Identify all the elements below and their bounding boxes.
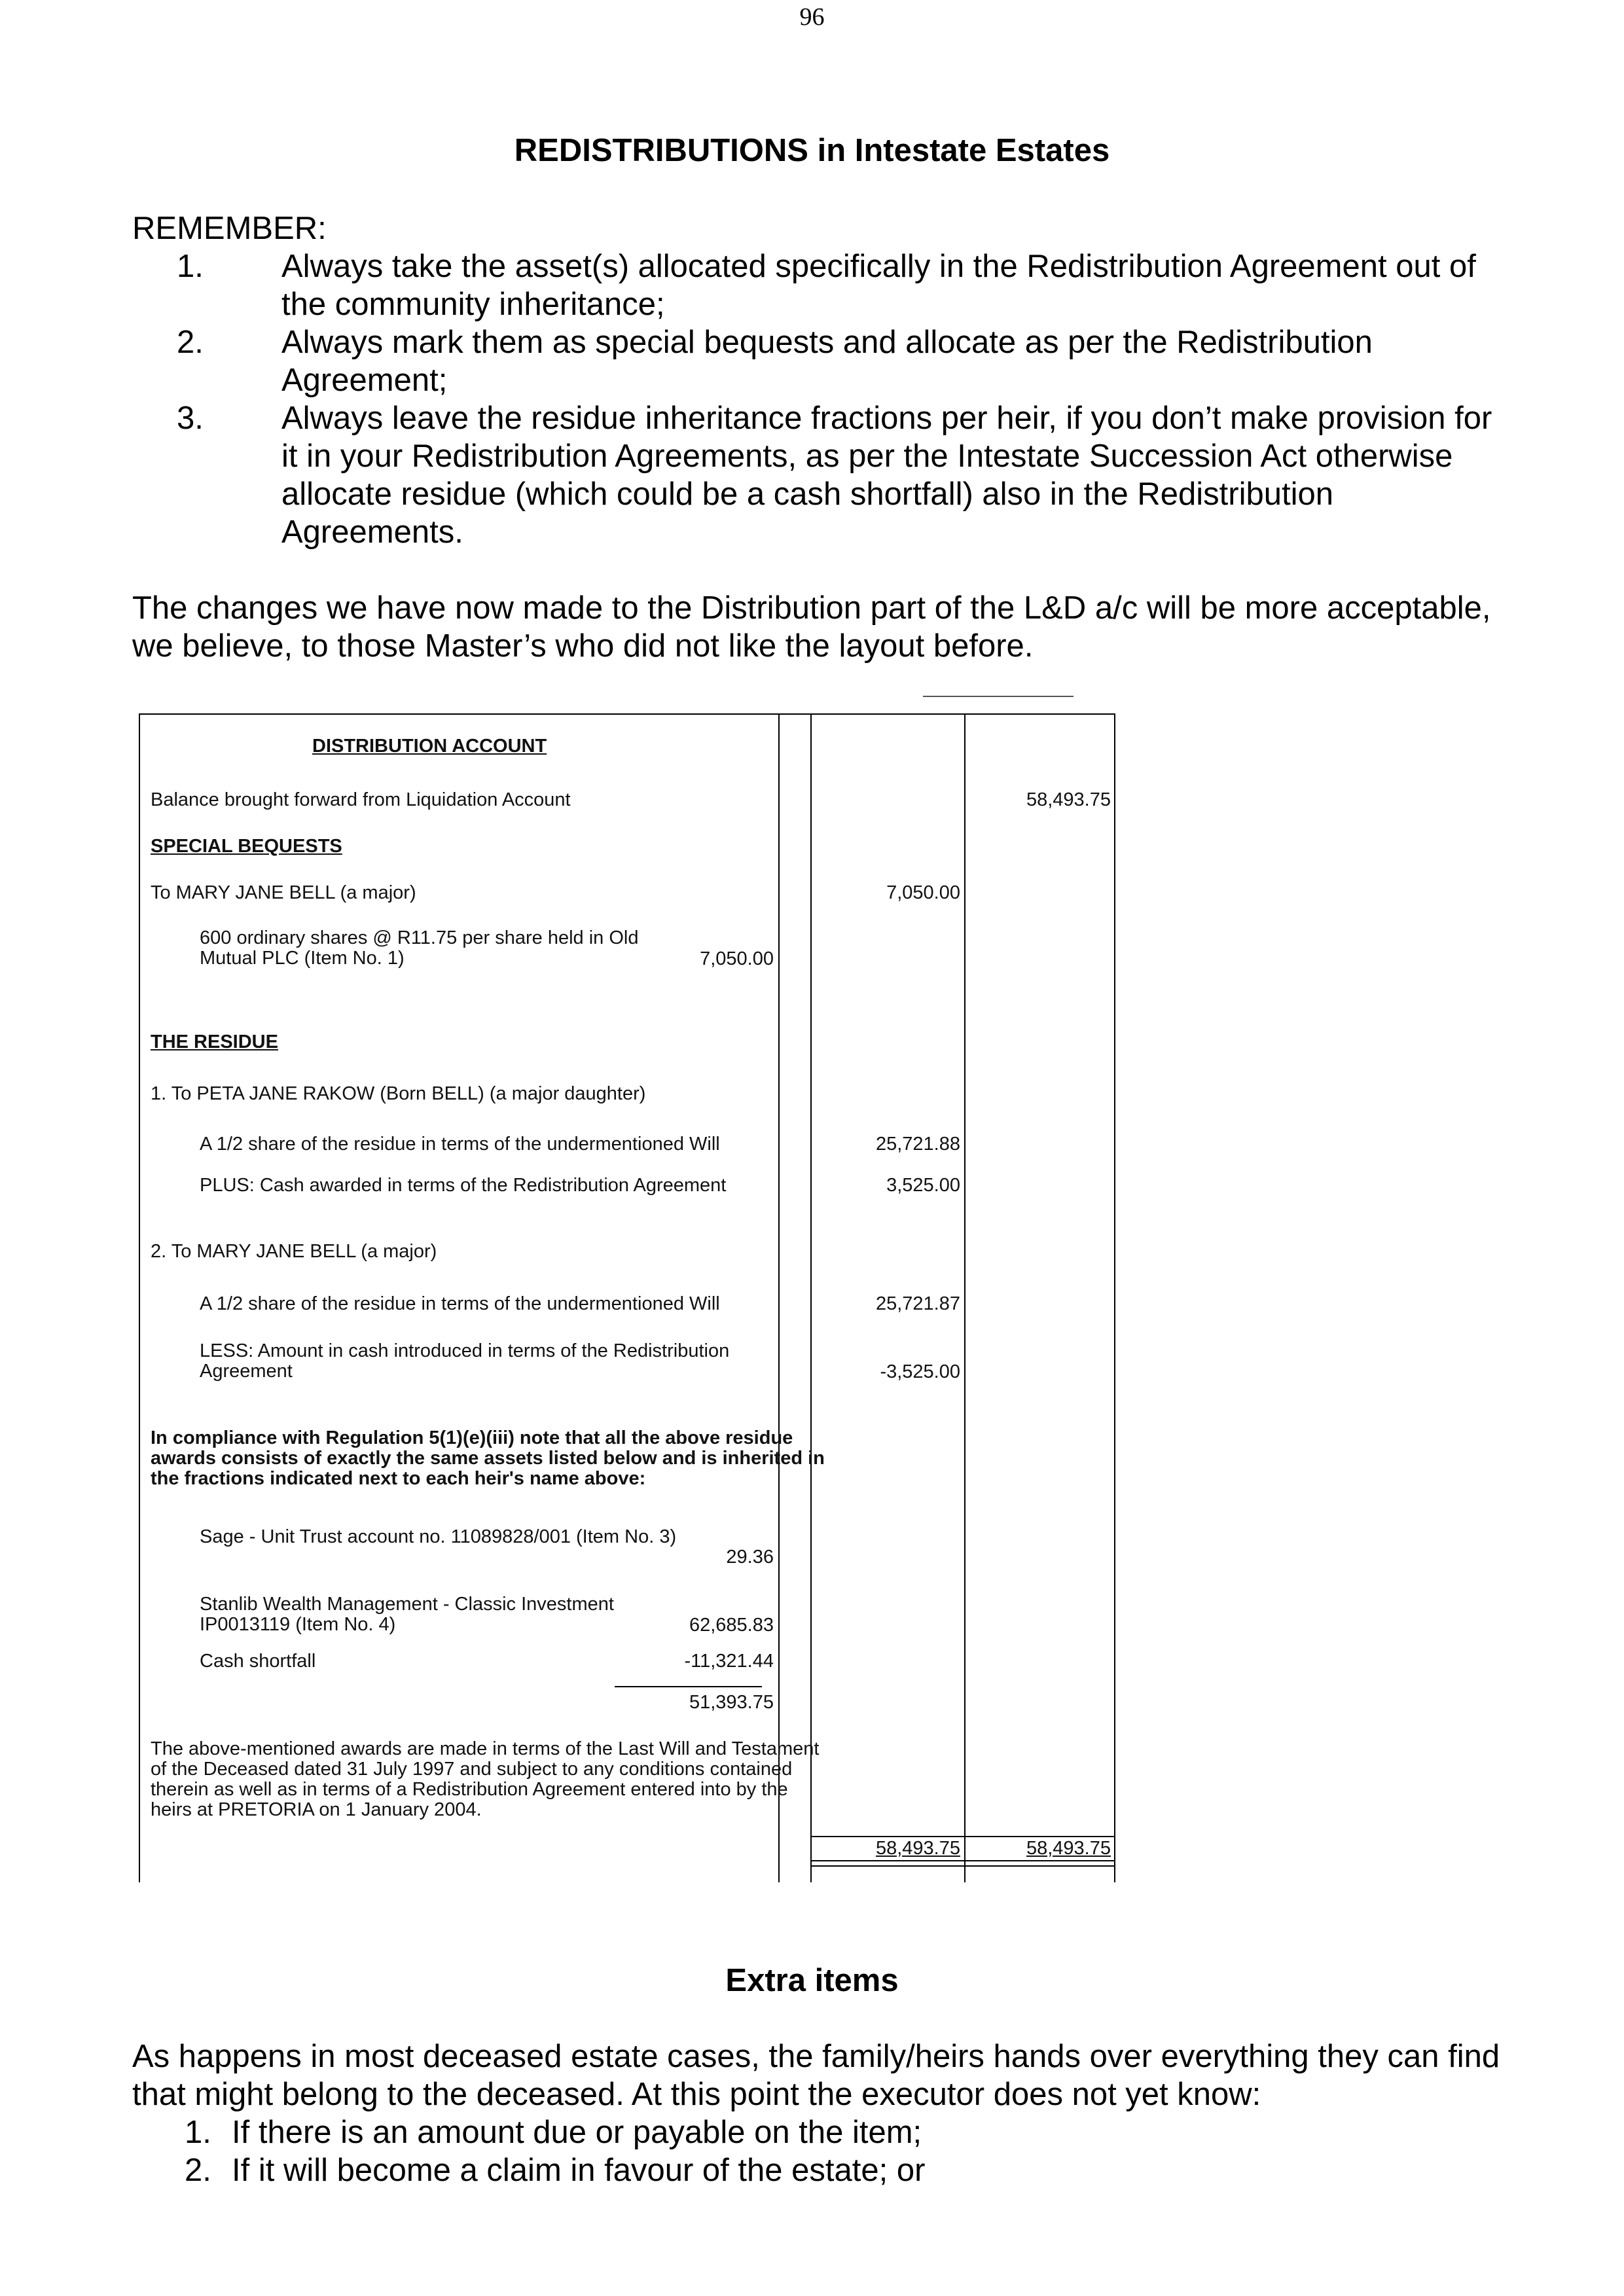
double-rule (810, 1865, 1115, 1867)
assets-total: 51,393.75 (689, 1692, 774, 1713)
heir-2-share-value: 25,721.87 (875, 1293, 960, 1314)
subtotal-rule (615, 1686, 762, 1687)
heir-1-plus-value: 3,525.00 (886, 1175, 960, 1196)
heir-2-less-value: -3,525.00 (880, 1361, 960, 1382)
bequest-heir: To MARY JANE BELL (a major) (151, 882, 416, 903)
heir-1-plus-label: PLUS: Cash awarded in terms of the Redistribution Agreement (200, 1175, 727, 1196)
total-rule (810, 1836, 1115, 1837)
extra-paragraph: As happens in most deceased estate cases, the family/heirs hands over everything they can find that might belong to the deceased. At this point the executor does not yet know: (132, 2039, 1500, 2112)
bequest-item-value: 7,050.00 (700, 948, 774, 969)
remember-label: REMEMBER: (132, 211, 327, 246)
asset-label: Stanlib Wealth Management - Classic Investment IP0013119 (Item No. 4) (200, 1594, 614, 1635)
list-item: 1. Always take the asset(s) allocated specifically in the Redistribution Agreement out of the community inheritance; (177, 249, 1476, 322)
heir-1-share-label: A 1/2 share of the residue in terms of the undermentioned Will (200, 1134, 720, 1155)
table-border (1114, 713, 1115, 1882)
extra-list (132, 2113, 1507, 2189)
special-bequests-heading: SPECIAL BEQUESTS (151, 836, 342, 857)
asset-value: 62,685.83 (689, 1615, 774, 1636)
intro-paragraph: The changes we have now made to the Distribution part of the L&D a/c will be more acceptable, we believe, to those Master’s who did not like the layout before. (132, 590, 1491, 664)
total-col-1: 58,493.75 (875, 1838, 960, 1859)
table-border (810, 713, 812, 1882)
list-item: 2. If it will become a claim in favour of the estate; or (185, 2153, 926, 2188)
page-header-fragment (923, 696, 1074, 704)
table-border (778, 713, 780, 1882)
account-title: DISTRIBUTION ACCOUNT (312, 736, 547, 757)
heir-1: 1. To PETA JANE RAKOW (Born BELL) (a major daughter) (151, 1083, 646, 1104)
balance-value: 58,493.75 (1026, 789, 1111, 810)
heir-2: 2. To MARY JANE BELL (a major) (151, 1241, 437, 1262)
balance-label: Balance brought forward from Liquidation Account (151, 789, 571, 810)
double-rule (810, 1860, 1115, 1861)
list-item: 3. Always leave the residue inheritance fractions per heir, if you don’t make provision for it in your Redistribution Agreements, as per the Intestate Succession Act otherwise allocate residue (which could be a cash shortfall) also in the Redistribution Agreements. (177, 401, 1492, 550)
bequest-item: 600 ordinary shares @ R11.75 per share held in Old Mutual PLC (Item No. 1) (200, 927, 639, 969)
residue-heading: THE RESIDUE (151, 1031, 278, 1052)
asset-label: Cash shortfall (200, 1651, 316, 1672)
table-border (139, 713, 140, 1882)
asset-value: 29.36 (726, 1547, 774, 1568)
distribution-account-table (139, 713, 1116, 1882)
list-item: 2. Always mark them as special bequests and allocate as per the Redistribution Agreement; (177, 325, 1373, 398)
footnote: The above-mentioned awards are made in terms of the Last Will and Testament of the Deceased dated 31 July 1997 and subject to any conditions contained therein as well as in terms of a Redistribution Agreement entered into by the heirs at PRETORIA on 1 January 2004. (151, 1738, 820, 1820)
heir-2-less-label: LESS: Amount in cash introduced in terms of the Redistribution Agreement (200, 1340, 730, 1382)
extra-items-heading: Extra items (725, 1963, 899, 1998)
asset-label: Sage - Unit Trust account no. 11089828/001 (Item No. 3) (200, 1526, 677, 1547)
page-title: REDISTRIBUTIONS in Intestate Estates (514, 133, 1110, 168)
heir-2-share-label: A 1/2 share of the residue in terms of the undermentioned Will (200, 1293, 720, 1314)
page-number: 96 (799, 3, 825, 31)
list-item: 1. If there is an amount due or payable on the item; (185, 2115, 922, 2150)
bequest-heir-total: 7,050.00 (886, 882, 960, 903)
compliance-note: In compliance with Regulation 5(1)(e)(iii) note that all the above residue awards consists of exactly the same assets listed below and is inherited in the fractions indicated next to each heir's name above: (151, 1427, 825, 1489)
heir-1-share-value: 25,721.88 (875, 1134, 960, 1155)
remember-list (132, 247, 1507, 551)
total-col-2: 58,493.75 (1026, 1838, 1111, 1859)
table-border (139, 713, 1115, 715)
table-border (964, 713, 965, 1882)
asset-value: -11,321.44 (684, 1651, 774, 1672)
